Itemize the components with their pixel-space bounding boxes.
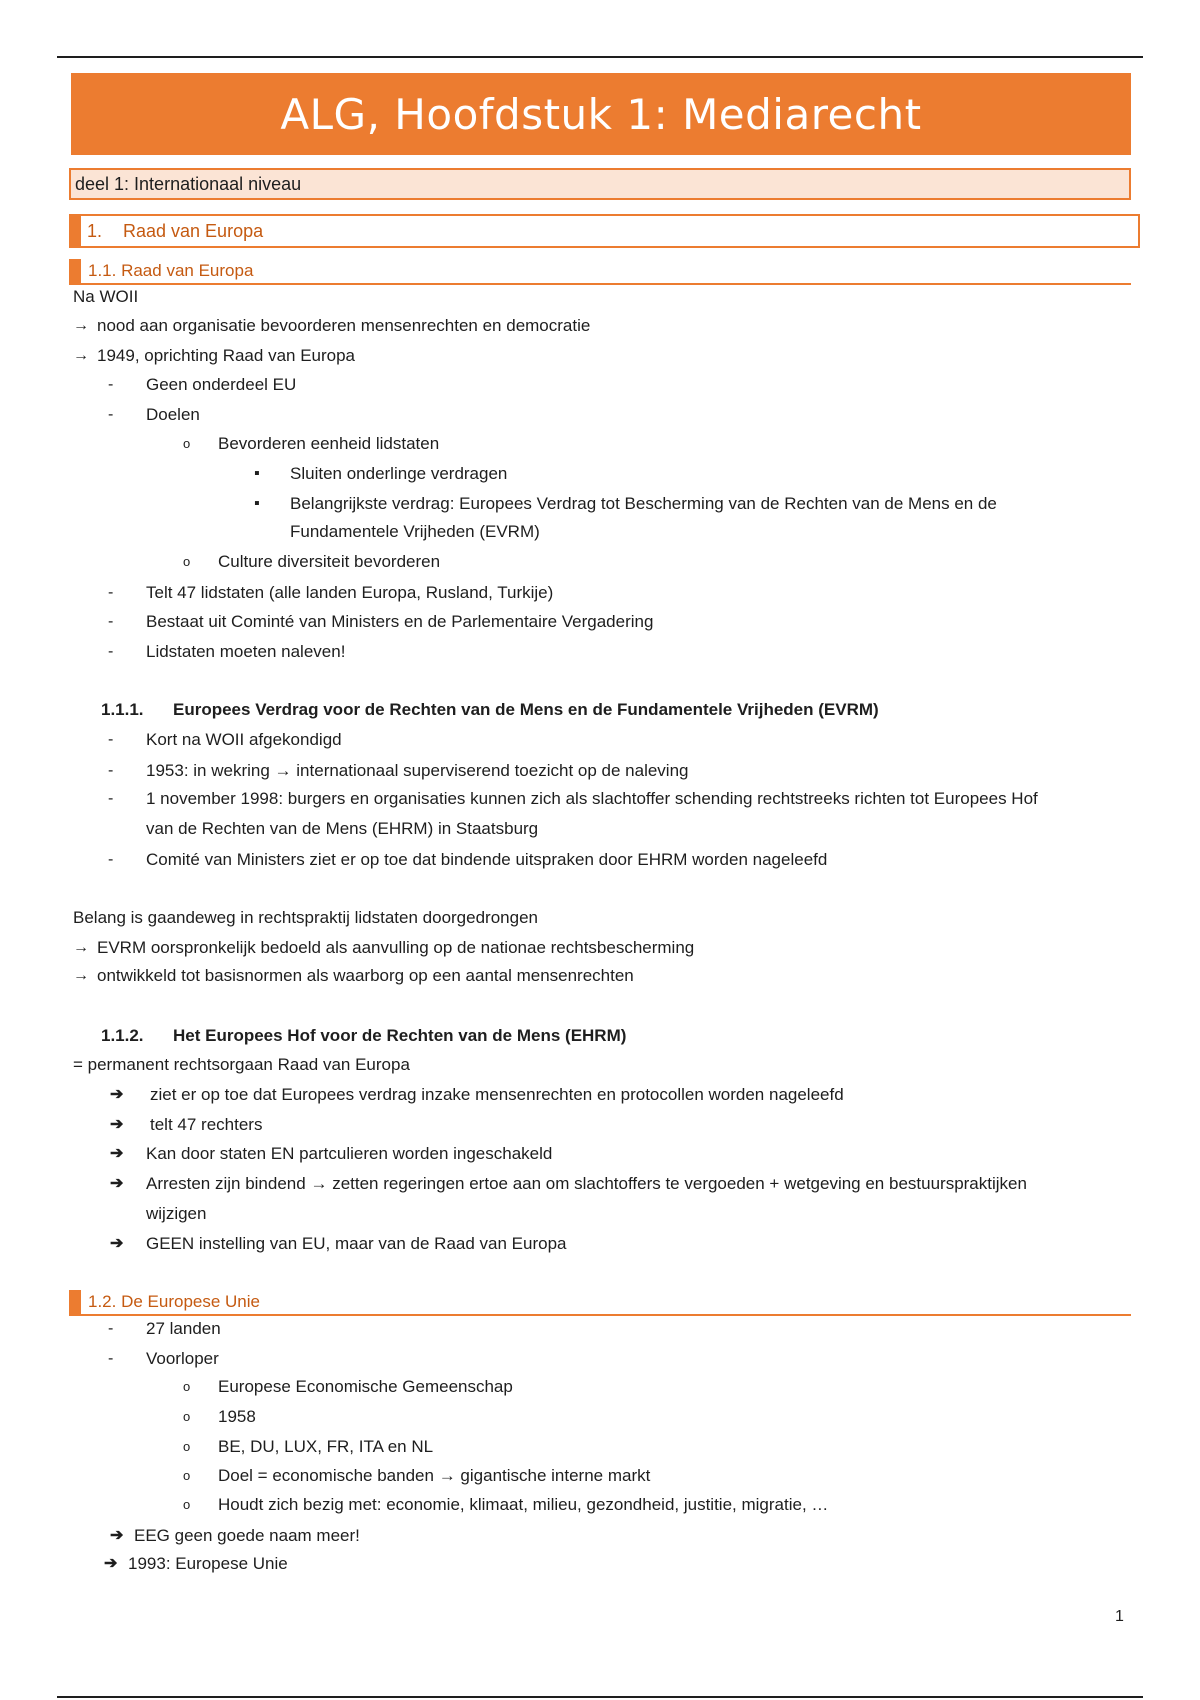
square-bullet: ▪ xyxy=(254,495,260,512)
circle-bullet: o xyxy=(183,1379,191,1394)
document-title: ALG, Hoofdstuk 1: Mediarecht xyxy=(71,73,1131,155)
list-item xyxy=(146,760,689,782)
list-item: Houdt zich bezig met: economie, klimaat, milieu, gezondheid, justitie, migratie, … xyxy=(218,1495,829,1514)
dash-bullet: - xyxy=(108,1320,114,1337)
list-item: ziet er op toe dat Europees verdrag inzake mensenrechten en protocollen worden nageleefd xyxy=(150,1085,844,1104)
list-item: GEEN instelling van EU, maar van de Raad van Europa xyxy=(146,1234,567,1253)
list-item: Europese Economische Gemeenschap xyxy=(218,1377,513,1396)
dash-bullet: - xyxy=(108,406,114,423)
section-number: 1.1.2. xyxy=(101,1026,144,1045)
text-segment: Arresten zijn bindend xyxy=(146,1174,306,1193)
list-item-continuation: van de Rechten van de Mens (EHRM) in Staatsburg xyxy=(146,819,539,838)
list-item: Bevorderen eenheid lidstaten xyxy=(218,434,440,453)
dash-bullet: - xyxy=(108,851,114,868)
section-number: 1.1.1. xyxy=(101,700,144,719)
arrow-icon: → xyxy=(73,939,89,956)
list-item xyxy=(146,1173,1027,1195)
bold-arrow-icon: ➔ xyxy=(110,1086,124,1103)
list-item xyxy=(218,1465,650,1487)
circle-bullet: o xyxy=(183,436,191,451)
section-heading-1 xyxy=(69,214,1140,248)
subsection-heading-1-2: 1.2. De Europese Unie xyxy=(69,1290,1131,1316)
arrow-icon: → xyxy=(73,967,89,984)
dash-bullet: - xyxy=(108,731,114,748)
text-segment: zetten regeringen ertoe aan om slachtoffers te vergoeden + wetgeving en bestuurspraktijken xyxy=(332,1174,1027,1193)
text-segment: gigantische interne markt xyxy=(460,1466,651,1485)
section-label: Het Europees Hof voor de Rechten van de Mens (EHRM) xyxy=(173,1026,627,1045)
section-number: 1. xyxy=(87,221,103,241)
text-segment: internationaal superviserend toezicht op de naleving xyxy=(296,761,689,780)
list-item: Sluiten onderlinge verdragen xyxy=(290,464,508,483)
list-item-continuation: wijzigen xyxy=(146,1204,207,1223)
dash-bullet: - xyxy=(108,790,114,807)
text-line: = permanent rechtsorgaan Raad van Europa xyxy=(73,1055,410,1074)
subsection-heading-1-1-1 xyxy=(101,699,879,721)
list-item: Bestaat uit Cominté van Ministers en de Parlementaire Vergadering xyxy=(146,612,654,631)
list-item: BE, DU, LUX, FR, ITA en NL xyxy=(218,1437,434,1456)
bold-arrow-icon: ➔ xyxy=(110,1235,124,1252)
arrow-icon: → xyxy=(310,1174,328,1193)
list-item: Telt 47 lidstaten (alle landen Europa, Rusland, Turkije) xyxy=(146,583,554,602)
list-item: 1 november 1998: burgers en organisaties kunnen zich als slachtoffer schending rechtstreeks richten tot Europees Hof xyxy=(146,789,1038,808)
list-item: telt 47 rechters xyxy=(150,1115,263,1134)
list-item: Doelen xyxy=(146,405,200,424)
text-line: 1993: Europese Unie xyxy=(128,1554,288,1573)
list-item: Kort na WOII afgekondigd xyxy=(146,730,342,749)
top-rule xyxy=(57,56,1143,58)
circle-bullet: o xyxy=(183,1468,191,1483)
text-line: Belang is gaandeweg in rechtspraktij lidstaten doorgedrongen xyxy=(73,908,538,927)
circle-bullet: o xyxy=(183,554,191,569)
list-item: Kan door staten EN partculieren worden ingeschakeld xyxy=(146,1144,553,1163)
dash-bullet: - xyxy=(108,584,114,601)
section-label: Europees Verdrag voor de Rechten van de Mens en de Fundamentele Vrijheden (EVRM) xyxy=(173,700,879,719)
part-heading: deel 1: Internationaal niveau xyxy=(69,168,1131,200)
dash-bullet: - xyxy=(108,643,114,660)
list-item: Geen onderdeel EU xyxy=(146,375,297,394)
text-segment: 1953: in wekring xyxy=(146,761,270,780)
bottom-rule xyxy=(57,1696,1143,1698)
circle-bullet: o xyxy=(183,1497,191,1512)
arrow-icon: → xyxy=(73,347,89,364)
page-number: 1 xyxy=(1115,1608,1124,1625)
bold-arrow-icon: ➔ xyxy=(110,1527,124,1544)
list-item: 1958 xyxy=(218,1407,256,1426)
list-item: Comité van Ministers ziet er op toe dat bindende uitspraken door EHRM worden nageleefd xyxy=(146,850,828,869)
section-label: Raad van Europa xyxy=(123,221,264,241)
dash-bullet: - xyxy=(108,376,114,393)
subsection-heading-1-1-2 xyxy=(101,1025,626,1047)
arrow-icon: → xyxy=(73,317,89,334)
bold-arrow-icon: ➔ xyxy=(110,1175,124,1192)
list-item: Lidstaten moeten naleven! xyxy=(146,642,346,661)
text-line: Na WOII xyxy=(73,287,139,306)
list-item: 27 landen xyxy=(146,1319,221,1338)
square-bullet: ▪ xyxy=(254,465,260,482)
subsection-heading-1-1: 1.1. Raad van Europa xyxy=(69,259,1131,285)
dash-bullet: - xyxy=(108,1350,114,1367)
arrow-icon: → xyxy=(438,1466,456,1485)
text-line: 1949, oprichting Raad van Europa xyxy=(97,346,356,365)
text-line: EVRM oorspronkelijk bedoeld als aanvulling op de nationae rechtsbescherming xyxy=(97,938,695,957)
bold-arrow-icon: ➔ xyxy=(110,1116,124,1133)
list-item: Voorloper xyxy=(146,1349,219,1368)
circle-bullet: o xyxy=(183,1439,191,1454)
bold-arrow-icon: ➔ xyxy=(110,1145,124,1162)
bold-arrow-icon: ➔ xyxy=(104,1555,118,1572)
list-item: Culture diversiteit bevorderen xyxy=(218,552,441,571)
text-line: nood aan organisatie bevoorderen mensenrechten en democratie xyxy=(97,316,591,335)
dash-bullet: - xyxy=(108,613,114,630)
list-item: Belangrijkste verdrag: Europees Verdrag tot Bescherming van de Rechten van de Mens en de xyxy=(290,494,997,513)
text-segment: Doel = economische banden xyxy=(218,1466,434,1485)
dash-bullet: - xyxy=(108,762,114,779)
text-line: EEG geen goede naam meer! xyxy=(134,1526,360,1545)
list-item-continuation: Fundamentele Vrijheden (EVRM) xyxy=(290,522,540,541)
text-line: ontwikkeld tot basisnormen als waarborg op een aantal mensenrechten xyxy=(97,966,634,985)
circle-bullet: o xyxy=(183,1409,191,1424)
arrow-icon: → xyxy=(274,761,292,780)
